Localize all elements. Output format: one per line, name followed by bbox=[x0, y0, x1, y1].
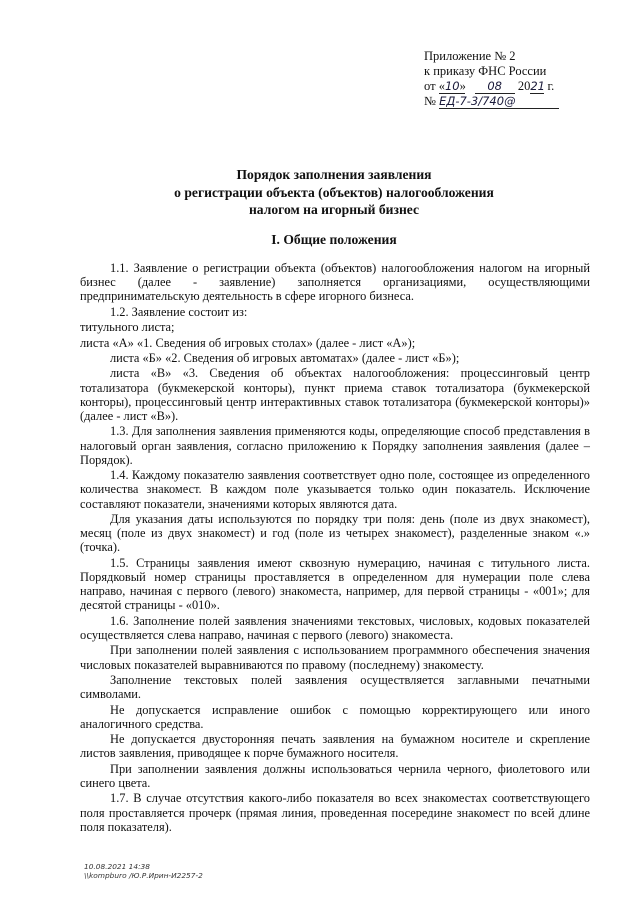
paragraph-1-2: 1.2. Заявление состоит из: bbox=[110, 304, 248, 319]
paragraph-1-1: 1.1. Заявление о регистрации объекта (объектов) налогообложения налогом на игорный бизнес (далее - заявление) заполняется организациями, осуществляющими предпринимательскую деятельность в сфере игорного бизнеса. bbox=[80, 261, 590, 304]
appendix-title: Приложение № 2 bbox=[424, 49, 516, 63]
date-day-field: «10» bbox=[438, 79, 466, 93]
list-item-sheet-a: листа «А» «1. Сведения об игровых столах» (далее - лист «А»); bbox=[80, 335, 416, 350]
order-number-field: ЕД-7-3/740@ bbox=[439, 95, 559, 109]
paragraph-1-5: 1.5. Страницы заявления имеют сквозную нумерацию, начиная с титульного листа. Порядковый номер страницы проставляется в определенном для нумерации поле слева направо, начиная с первого (левого) знакоместа, например, для первой страницы - «001»; для десятой страницы - «010». bbox=[80, 555, 590, 613]
appendix-block bbox=[424, 49, 624, 109]
list-item-sheet-b: листа «Б» «2. Сведения об игровых автоматах» (далее - лист «Б»); bbox=[110, 350, 460, 365]
paragraph-1-7: 1.7. В случае отсутствия какого-либо показателя во всех знакоместах соответствующего поля проставляется прочерк (прямая линия, проведенная посередине знакомест по всей длине поля показателя). bbox=[80, 791, 590, 834]
print-stamp bbox=[84, 862, 203, 880]
title-line-3: налогом на игорный бизнес bbox=[248, 202, 420, 217]
paragraph-text-fields: Заполнение текстовых полей заявления осуществляется заглавными печатными символами. bbox=[80, 672, 590, 702]
paragraph-no-corrections: Не допускается исправление ошибок с помощью корректирующего или иного аналогичного средства. bbox=[80, 702, 590, 731]
paragraph-no-duplex: Не допускается двусторонняя печать заявления на бумажном носителе и скрепление листов заявления, приводящее к порче бумажного носителя. bbox=[80, 732, 590, 761]
section-heading: I. Общие положения bbox=[271, 232, 397, 247]
document-body bbox=[80, 261, 590, 835]
appendix-date: от «10» 08 2021 г. bbox=[424, 79, 555, 93]
paragraph-1-4: 1.4. Каждому показателю заявления соответствует одно поле, состоящее из определенного количества знакомест. В каждом поле указывается только один показатель. Исключение составляют показатели, значениями которых являются дата. bbox=[80, 468, 590, 511]
print-timestamp: 10.08.2021 14:38 bbox=[84, 862, 150, 871]
paragraph-date-fields: Для указания даты используются по порядку три поля: день (поле из двух знакомест), месяц (поле из двух знакомест) и год (поле из четырех знакомест), разделенные знаком «.» (точка). bbox=[80, 511, 590, 555]
date-year-field: 21 bbox=[530, 79, 545, 93]
paragraph-1-3: 1.3. Для заполнения заявления применяются коды, определяющие способ представления в налоговый орган заявления, согласно приложению к Порядку заполнения заявления (далее – Порядок). bbox=[80, 424, 590, 467]
paragraph-ink-color: При заполнении заявления должны использоваться чернила черного, фиолетового или синего цвета. bbox=[80, 761, 590, 790]
list-item-title-sheet: титульного листа; bbox=[80, 320, 175, 335]
appendix-number: № ЕД-7-3/740@ bbox=[424, 94, 624, 109]
date-month-field: 08 bbox=[475, 80, 515, 94]
print-path: \\kompburo /Ю.Р.Ирин-И2257-2 bbox=[84, 871, 203, 880]
appendix-order-ref: к приказу ФНС России bbox=[424, 64, 547, 78]
paragraph-software-fill: При заполнении полей заявления с использованием программного обеспечения значения числовых показателей выравниваются по правому (последнему) знакоместу. bbox=[80, 643, 590, 672]
title-line-2: о регистрации объекта (объектов) налогообложения bbox=[174, 184, 494, 200]
list-item-sheet-v: листа «В» «3. Сведения об объектах налогообложения: процессинговый центр тотализатора (букмекерской конторы), пункт приема ставок тотализатора (букмекерской конторы), процессинговый центр интерактивных ставок тотализатора (букмекерской конторы)» (далее - лист «В»). bbox=[80, 366, 590, 423]
document-title bbox=[80, 166, 588, 219]
paragraph-1-6: 1.6. Заполнение полей заявления значениями текстовых, числовых, кодовых показателей осуществляется слева направо, начиная с первого (левого) знакоместа. bbox=[80, 613, 590, 642]
title-line-1: Порядок заполнения заявления bbox=[236, 167, 432, 182]
